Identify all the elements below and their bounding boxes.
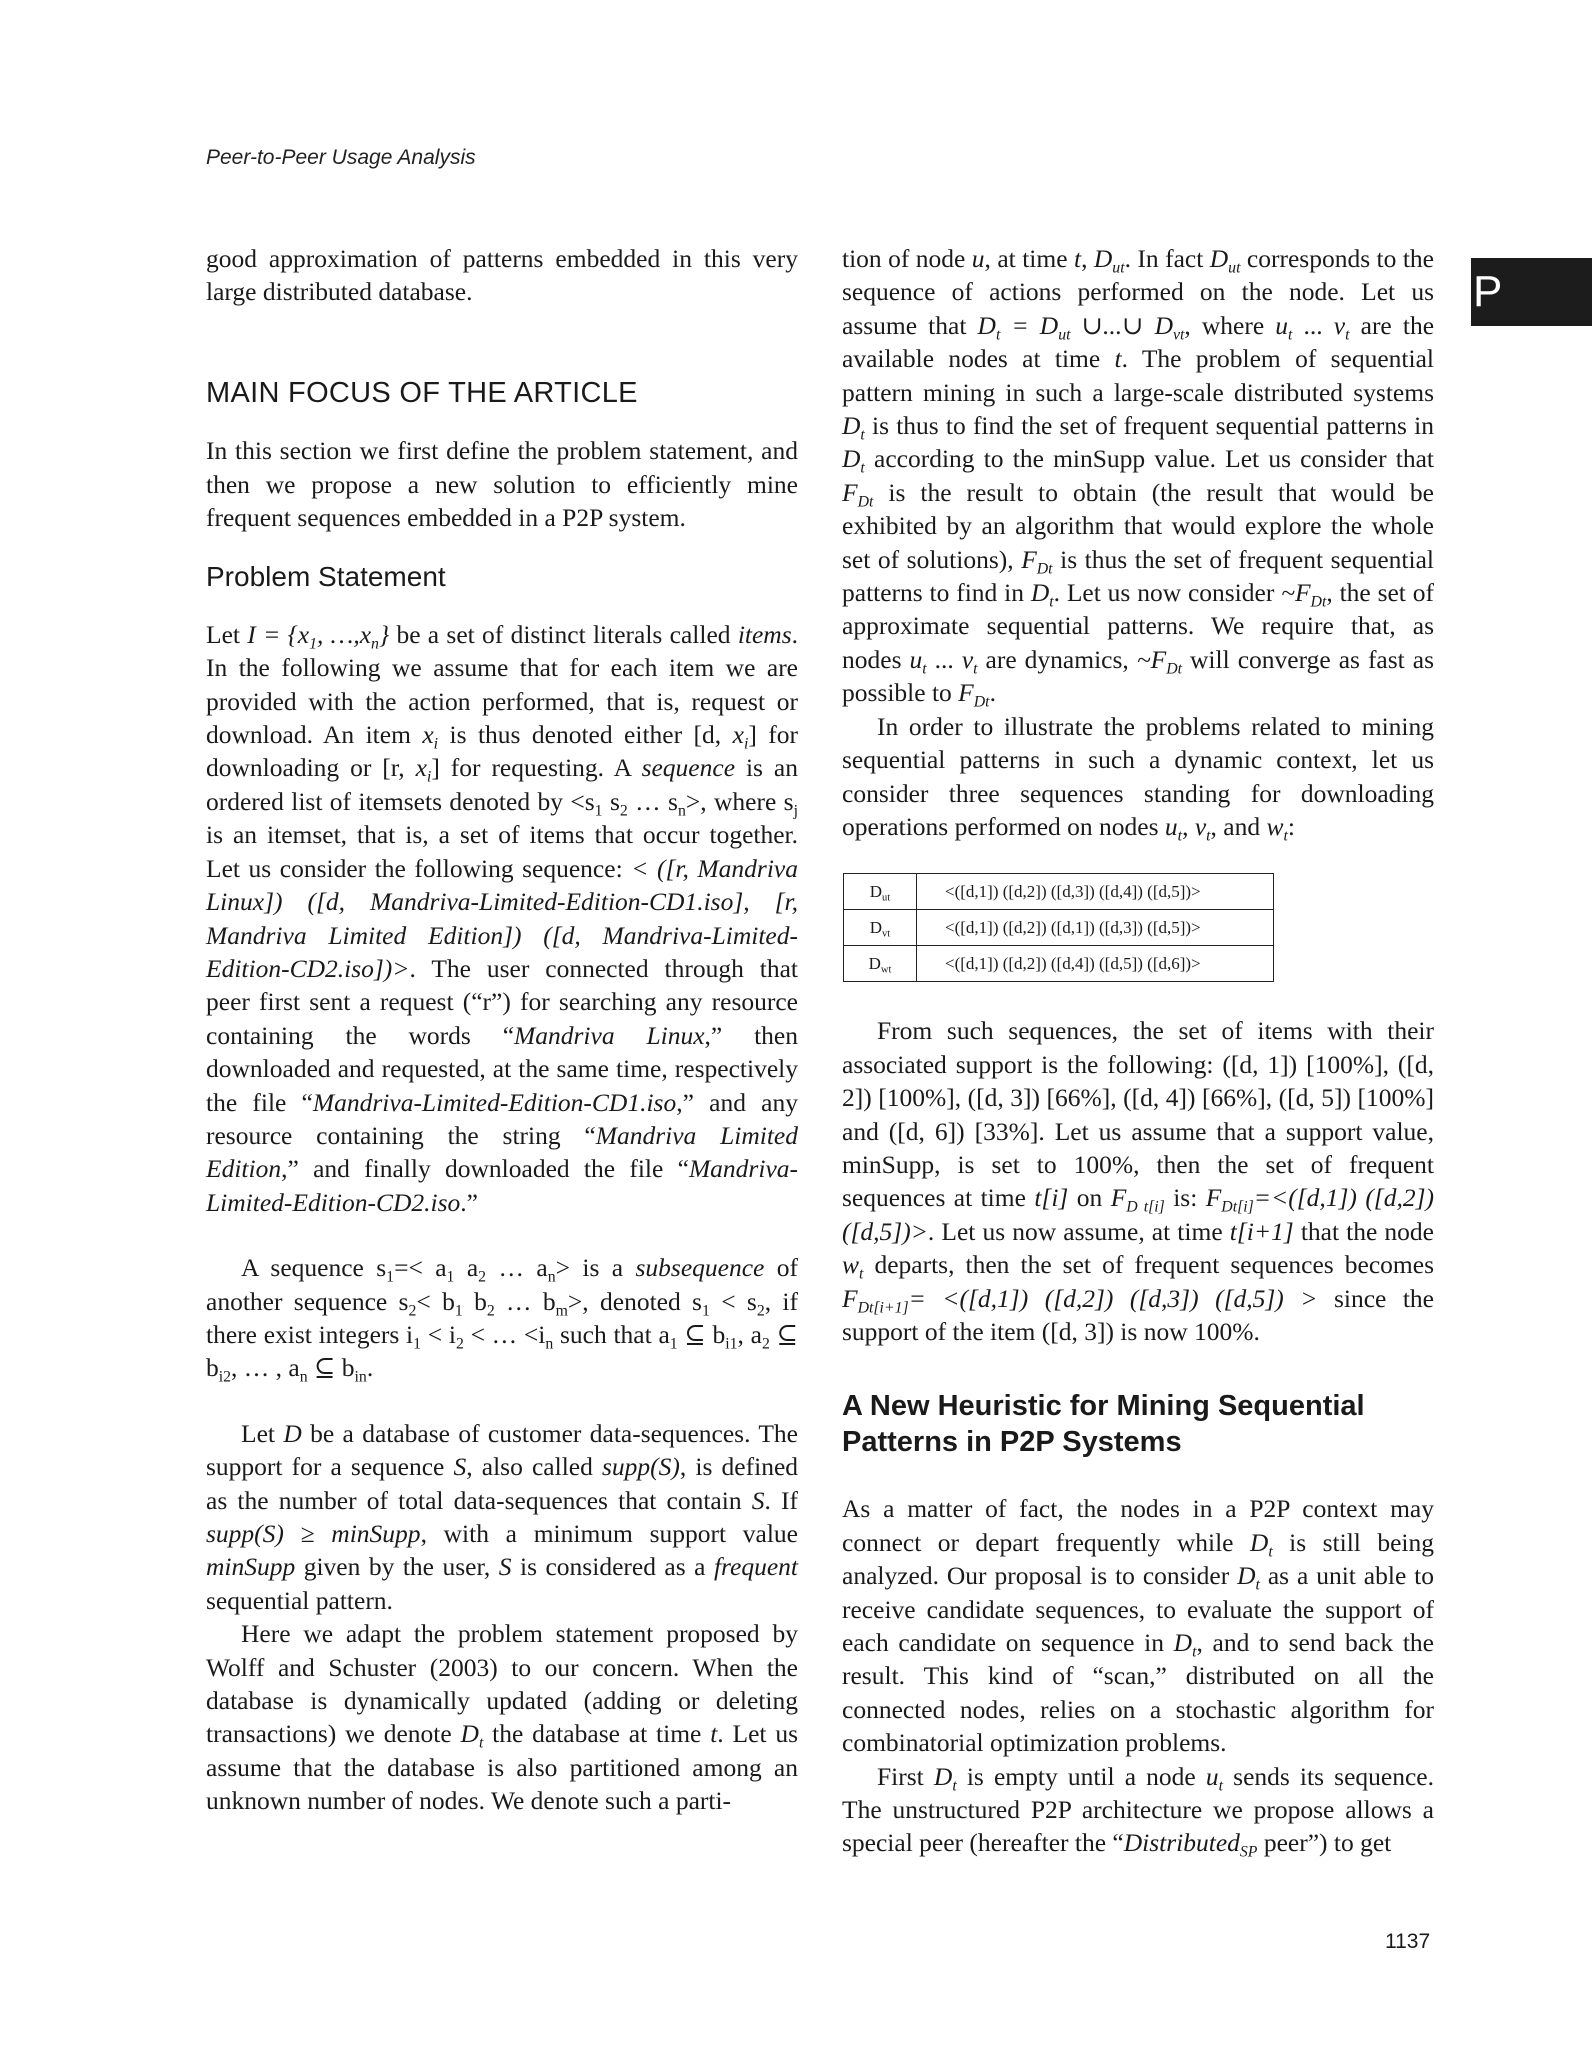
illustration-paragraph: In order to illustrate the problems related to mining sequential patterns in such a dynamic context, let us consider three sequences standing for downloading operations performed on nodes $u_t$, $v_t$, and $w_t$: xyxy=(842,711,1434,845)
intro-paragraph: good approximation of patterns embedded in this very large distributed database. xyxy=(206,244,798,307)
table-row xyxy=(844,874,1274,910)
table-key-cell: $D_{wt}$ xyxy=(844,946,917,982)
table-value-cell: <([d,1]) ([d,2]) ([d,4]) ([d,5]) ([d,6])> xyxy=(917,946,1274,982)
problem-adaptation-paragraph: Here we adapt the problem statement proposed by Wolff and Schuster (2003) to our concern. When the database is dynamically updated (adding or deleting transactions) we denote $D_t$ the database at time t. Let us assume that the database is also partitioned among an unknown number of nodes. We denote such a parti- xyxy=(206,1619,798,1816)
problem-statement-heading: Problem Statement xyxy=(206,561,446,593)
page-number: 1137 xyxy=(1385,1930,1431,1953)
table-value-cell: <([d,1]) ([d,2]) ([d,1]) ([d,3]) ([d,5])> xyxy=(917,910,1274,946)
main-focus-heading: MAIN FOCUS OF THE ARTICLE xyxy=(206,376,638,409)
support-example-paragraph: From such sequences, the set of items with their associated support is the following: ([d, 1]) [100%], ([d, 2]) [100%], ([d, 3]) [66%], ([d, 4]) [66%], ([d, 5]) [100%] and ([d, 6]) [33%]. Let us assume that a support value, minSupp, is set to 100%, then the set of frequent sequences at time t[i] on $F_{D t[i]}$ is: $F_{Dt[i]}=<([d,1])$ ([d,2]) ([d,5])>. Let us now assume, at time t[i+1] that the node $w_t$ departs, then the set of frequent sequences becomes $F_{Dt[i+1]}= <([d,1])$ ([d,2]) ([d,3]) ([d,5]) > since the support of the item ([d, 3]) is now 100%. xyxy=(842,1016,1435,1346)
section-tab-letter: P xyxy=(1473,267,1503,316)
heuristic-paragraph: As a matter of fact, the nodes in a P2P context may connect or depart frequently while $D_t$ is still being analyzed. Our proposal is to consider $D_t$ as a unit able to receive candidate sequences, to evaluate the support of each candidate on sequence in $D_t$, and to send back the result. This kind of “scan,” distributed on all the connected nodes, relies on a stochastic algorithm for combinatorial optimization problems. xyxy=(842,1494,1434,1758)
items-definition-paragraph: Let $I = \{x_1$, $\dots,x_n$} be a set of distinct literals called items. In the following we assume that for each item we are provided with the action performed, that is, request or download. An item $x_i$ is thus denoted either [d, $x_i$] for downloading or [r, $x_i$] for requesting. A sequence is an ordered list of itemsets denoted by $<s_1$ $s_2$ … $s_n>$, where $s_j$ is an itemset, that is, a set of items that occur together. Let us consider the following sequence: < ([r, Mandriva Linux]) ([d, Mandriva-Limited-Edition-CD1.iso], [r, Mandriva Limited Edition]) ([d, Mandriva-Limited-Edition-CD2.iso])>. The user connected through that peer first sent a request (“r”) for searching any resource containing the words “Mandriva Linux,” then downloaded and requested, at the same time, respectively the file “Mandriva-Limited-Edition-CD1.iso,” and any resource containing the string “Mandriva Limited Edition,” and finally downloaded the file “Mandriva-Limited-Edition-CD2.iso.” xyxy=(206,619,799,1217)
table-row xyxy=(844,910,1274,946)
architecture-paragraph: First $D_t$ is empty until a node $u_t$ sends its sequence. The unstructured P2P architecture we propose allows a special peer (hereafter the “Distributed$_{SP}$ peer”) to get xyxy=(842,1761,1434,1861)
table-row xyxy=(844,946,1274,982)
left-column xyxy=(206,242,798,1818)
partition-paragraph: tion of node u, at time t, $D_{ut}$. In fact $D_{ut}$ corresponds to the sequence of actions performed on the node. Let us assume that $D_t = D_{ut}$ ∪...∪ $D_{vt}$, where $u_t$ ... $v_t$ are the available nodes at time t. The problem of sequential pattern mining in such a large-scale distributed systems $D_t$ is thus to find the set of frequent sequential patterns in $D_t$ according to the minSupp value. Let us consider that $F_{Dt}$ is the result to obtain (the result that would be exhibited by an algorithm that would explore the whole set of solutions), $F_{Dt}$ is thus the set of frequent sequential patterns to find in $D_t$. Let us now consider $\sim F_{Dt}$, the set of approximate sequential patterns. We require that, as nodes $u_t$ ... $v_t$ are dynamics, $\sim F_{Dt}$ will converge as fast as possible to $F_{Dt}$. xyxy=(842,244,1435,711)
table-key-cell: $D_{ut}$ xyxy=(844,874,917,910)
sequences-table xyxy=(843,873,1274,982)
right-column xyxy=(842,242,1434,1860)
support-paragraph: Let D be a database of customer data-sequences. The support for a sequence S, also called supp(S), is defined as the number of total data-sequences that contain S. If supp(S) ≥ minSupp, with a minimum support value minSupp given by the user, S is considered as a frequent sequential pattern. xyxy=(206,1418,799,1615)
table-value-cell: <([d,1]) ([d,2]) ([d,3]) ([d,4]) ([d,5])> xyxy=(917,874,1274,910)
running-head: Peer-to-Peer Usage Analysis xyxy=(206,146,476,169)
section-tab xyxy=(1471,258,1592,326)
subsequence-paragraph: A sequence $s_1=< a_1$ $a_2$ … $a_n>$ is a subsequence of another sequence $s_2< b_1$ $b_2$ … $b_m>$, denoted $s_1 < s_2$, if there exist integers $i_1 < i_2$ < … $<i_n$ such that $a_1$ ⊆ $b_{i1}$, $a_2$ ⊆ $b_{i2}$, … , $a_n$ ⊆ $b_{in}$. xyxy=(206,1253,799,1386)
table-key-cell: $D_{vt}$ xyxy=(844,910,917,946)
main-focus-paragraph: In this section we first define the problem statement, and then we propose a new solution to efficiently mine frequent sequences embedded in a P2P system. xyxy=(206,436,798,533)
heuristic-heading: A New Heuristic for Mining Sequential Patterns in P2P Systems xyxy=(842,1390,1365,1459)
